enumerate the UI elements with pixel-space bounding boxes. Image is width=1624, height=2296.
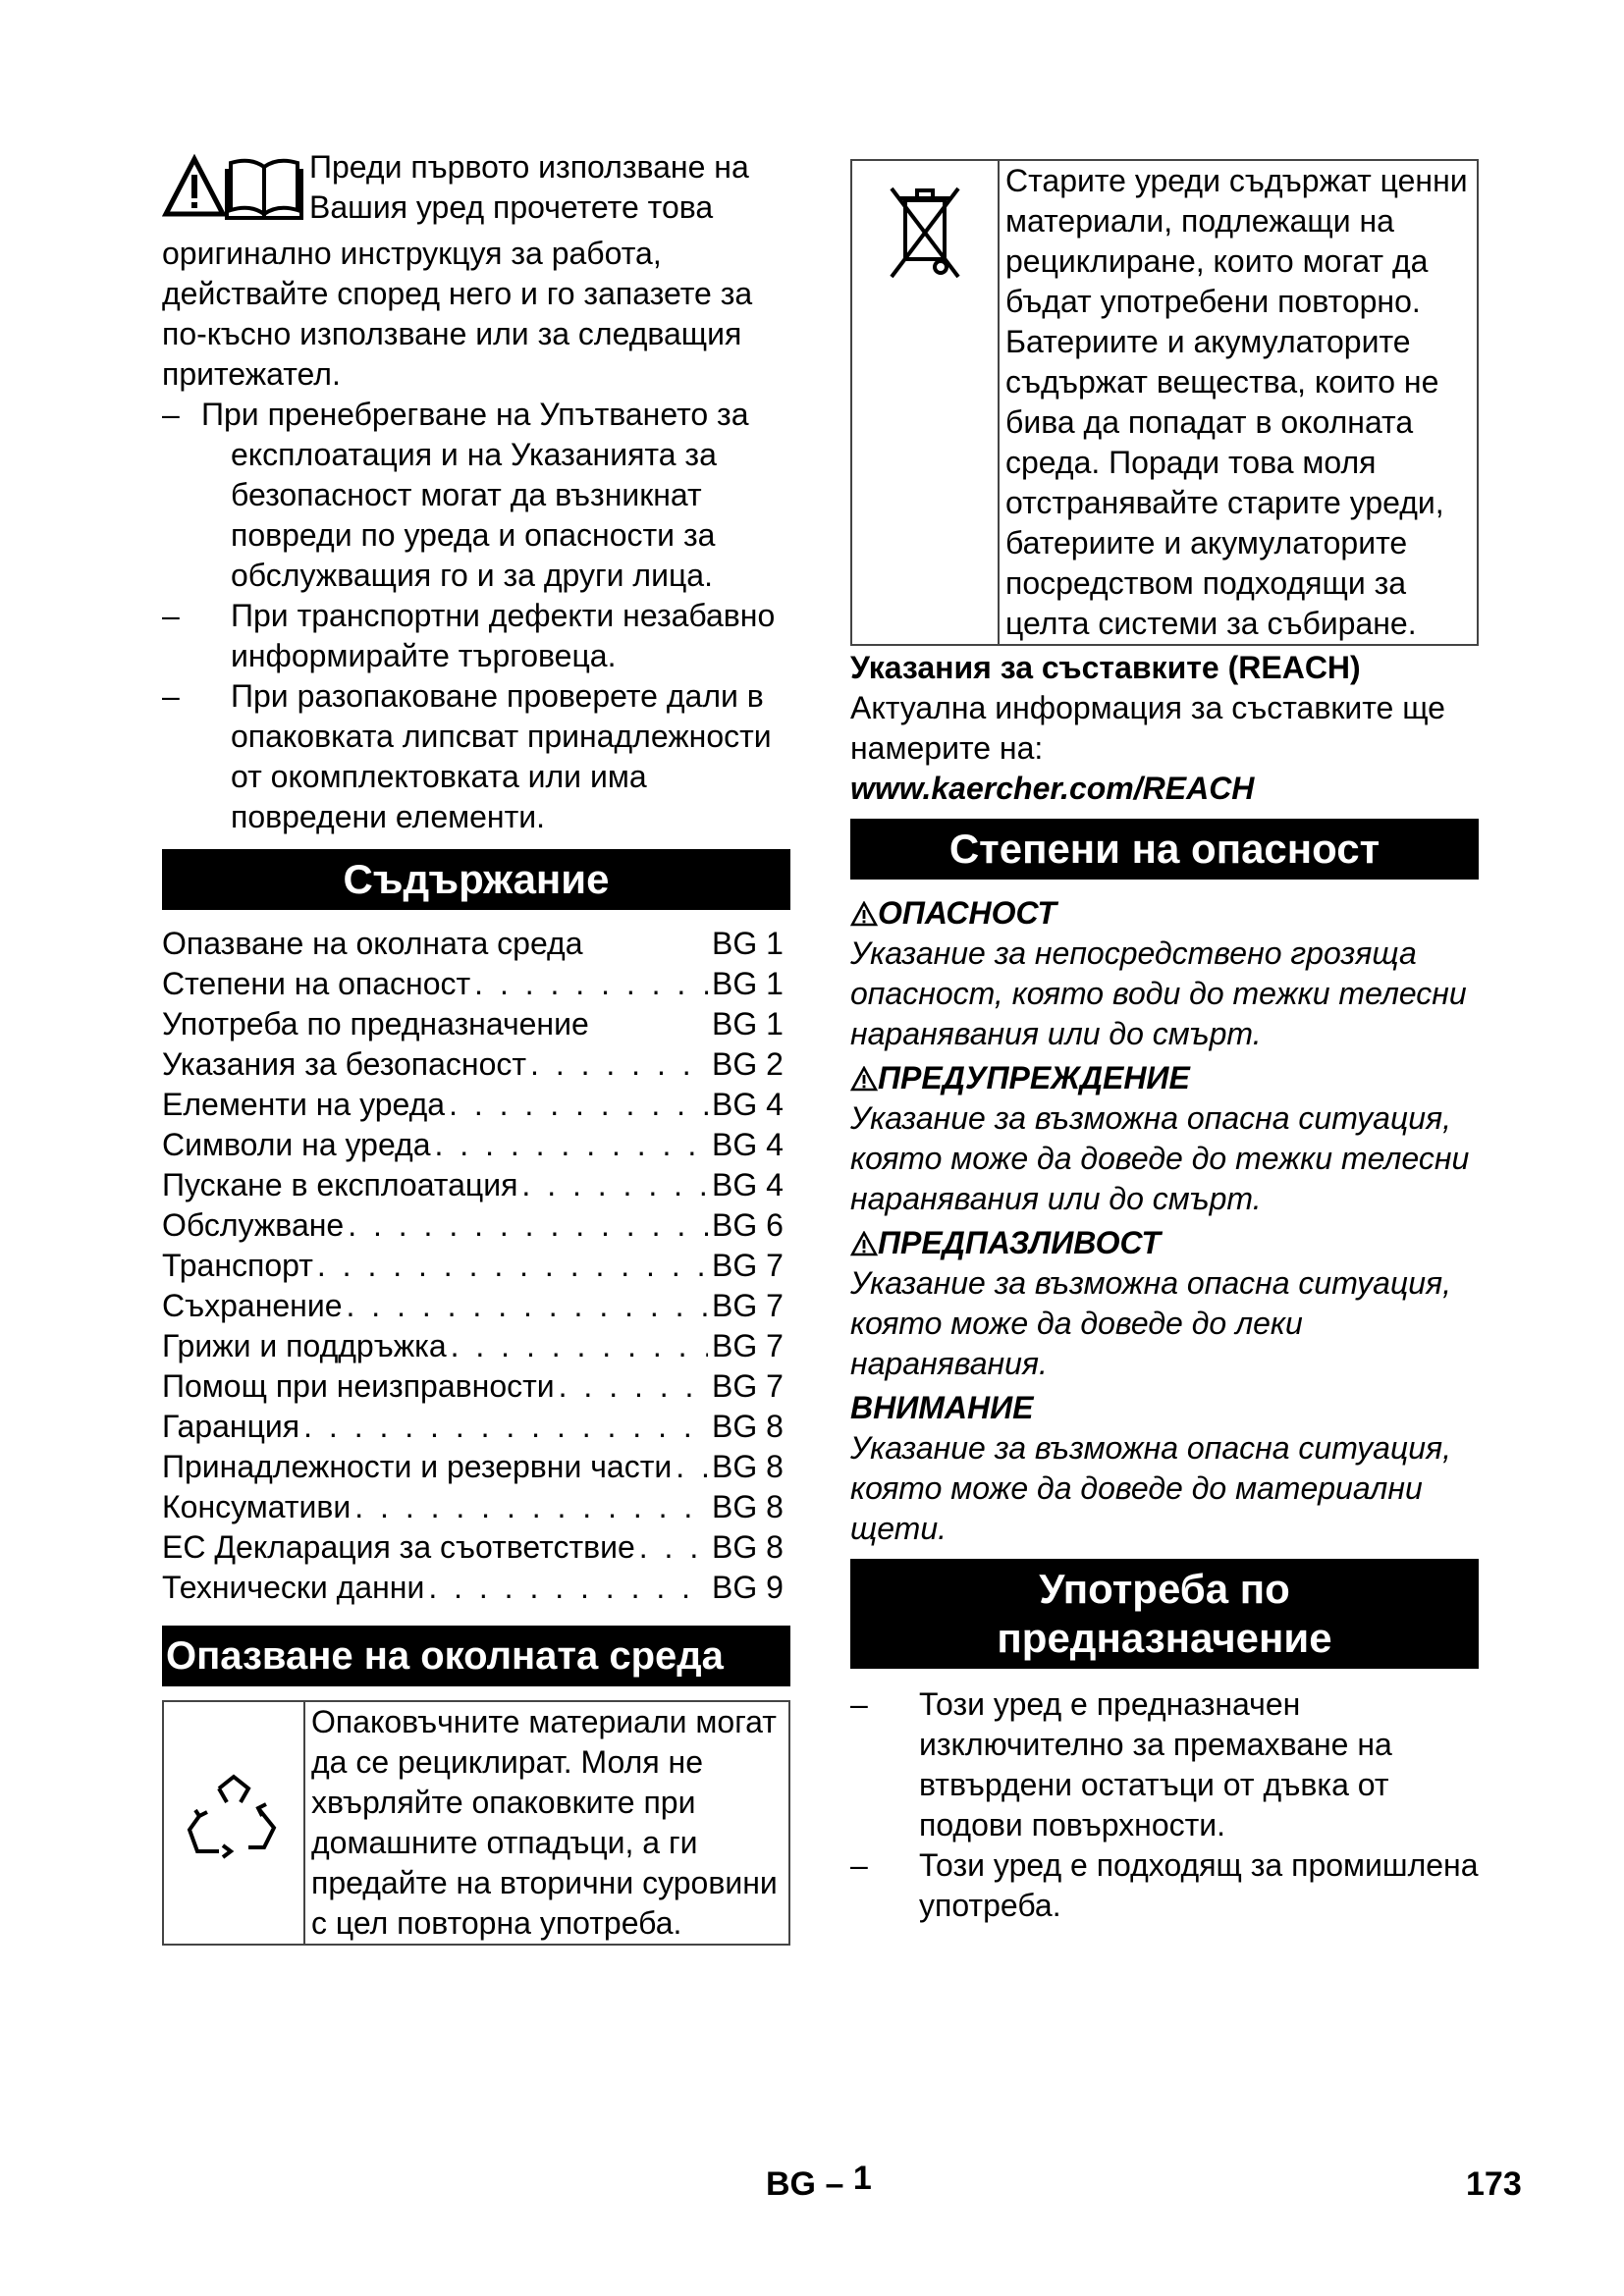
- packaging-text: Опаковъчните материали могат да се рециклират. Моля не хвърляйте опаковките при домашните отпадъци, а ги предайте на вторични суровини с цел повторна употреба.: [311, 1704, 778, 1941]
- hazards-heading: Степени на опасност: [850, 819, 1479, 880]
- toc-entry-title: Опазване на околната среда: [162, 924, 583, 964]
- list-item: – Този уред е подходящ за промишлена употреба.: [850, 1847, 1479, 1923]
- warning-triangle-icon: [850, 1066, 878, 1092]
- toc-entry-title: Символи на уреда: [162, 1125, 431, 1165]
- toc-entry-page: BG 4: [712, 1127, 784, 1162]
- toc-entry-page: BG 4: [712, 1167, 784, 1202]
- intended-use-heading-line-2: предназначение: [997, 1615, 1332, 1661]
- toc-entry[interactable]: [162, 1085, 790, 1125]
- old-devices-box: [850, 159, 1479, 646]
- toc-entry[interactable]: [162, 1246, 790, 1286]
- toc-leader: [347, 1286, 708, 1326]
- list-item: – При транспортни дефекти незабавно информирайте търговеца.: [162, 598, 776, 673]
- recycle-icon-cell: [164, 1702, 305, 1944]
- toc-entry[interactable]: [162, 1205, 790, 1246]
- toc-entry-title: Технически данни: [162, 1568, 424, 1608]
- toc-entry[interactable]: [162, 1165, 790, 1205]
- table-of-contents: [162, 924, 790, 1608]
- warning-triangle-icon: [850, 1231, 878, 1256]
- hazard-label: [850, 1223, 1479, 1263]
- toc-entry-title: Обслужване: [162, 1205, 344, 1246]
- toc-entry-page: BG 4: [712, 1087, 784, 1122]
- toc-entry[interactable]: [162, 1044, 790, 1085]
- toc-entry[interactable]: [162, 1366, 790, 1407]
- old-devices-text: Старите уреди съдържат ценни материали, подлежащи на рециклиране, които могат да бъдат употребени повторно. Батериите и акумулаторите съдържат вещества, които не бива да попадат в околната среда. Поради това моля отстранявайте старите уреди, батериите и акумулаторите посредством подходящи за целта системи за събиране.: [1005, 163, 1468, 641]
- toc-leader: [348, 1205, 708, 1246]
- toc-leader: [530, 1044, 708, 1085]
- toc-leader: [521, 1165, 708, 1205]
- toc-entry-page: BG 8: [712, 1529, 784, 1565]
- toc-entry-title: Помощ при неизправности: [162, 1366, 555, 1407]
- warning-manual-icons: [162, 153, 309, 234]
- toc-entry-page: BG 7: [712, 1368, 784, 1404]
- toc-entry[interactable]: [162, 1407, 790, 1447]
- intro-icons: [162, 153, 309, 234]
- warning-triangle-icon: [850, 901, 878, 927]
- toc-entry-title: Принадлежности и резервни части: [162, 1447, 672, 1487]
- list-item: – При пренебрегване на Упътването за експлоатация и на Указанията за безопасност могат да възникнат повреди по уреда и опасности за обслужващия го и за други лица.: [162, 397, 749, 593]
- toc-entry-page: BG 6: [712, 1207, 784, 1243]
- toc-entry[interactable]: [162, 1286, 790, 1326]
- toc-entry-title: Елементи на уреда: [162, 1085, 445, 1125]
- hazard-list: [850, 893, 1479, 1549]
- reach-title: Указания за съставките (REACH): [850, 650, 1361, 685]
- weee-icon-cell: [852, 161, 1000, 644]
- hazard-label: [850, 893, 1479, 934]
- toc-entry-page: BG 8: [712, 1449, 784, 1484]
- intro-line-1: Преди първото използване на: [309, 149, 749, 185]
- toc-entry-title: Транспорт: [162, 1246, 313, 1286]
- list-item: – При разопаковане проверете дали в опаковката липсват принадлежности от окомплектовката или има повредени елементи.: [162, 678, 772, 834]
- reach-text: Актуална информация за съставките ще намерите на:: [850, 690, 1445, 766]
- toc-entry-page: BG 1: [712, 966, 784, 1001]
- intro-text: оригинално инструкцуя за работа, действайте според него и го запазете за по-късно използване или за следващия притежател.: [162, 236, 753, 392]
- toc-leader: [676, 1447, 708, 1487]
- hazard-label: [850, 1058, 1479, 1098]
- toc-entry-title: Гаранция: [162, 1407, 299, 1447]
- toc-entry-page: BG 1: [712, 926, 784, 961]
- hazard-label: [850, 1388, 1479, 1428]
- toc-entry[interactable]: [162, 964, 790, 1004]
- toc-entry-title: ЕС Декларация за съответствие: [162, 1527, 635, 1568]
- intro: [162, 147, 790, 395]
- toc-entry-title: Грижи и поддръжка: [162, 1326, 447, 1366]
- toc-entry-page: BG 9: [712, 1570, 784, 1605]
- toc-entry[interactable]: [162, 1125, 790, 1165]
- left-column: [162, 147, 790, 1946]
- toc-entry-title: Указания за безопасност: [162, 1044, 526, 1085]
- toc-entry-title: Пускане в експлоатация: [162, 1165, 517, 1205]
- hazard-label-text: ОПАСНОСТ: [878, 895, 1056, 931]
- toc-entry[interactable]: [162, 1326, 790, 1366]
- hazard-label-text: ПРЕДУПРЕЖДЕНИЕ: [878, 1060, 1190, 1095]
- footer-section-label: BG – 1: [766, 2160, 872, 2203]
- environment-heading: Опазване на околната среда: [162, 1626, 790, 1686]
- toc-leader: [474, 964, 708, 1004]
- toc-entry-page: BG 1: [712, 1006, 784, 1041]
- page-number: 173: [1466, 2165, 1522, 2203]
- toc-leader: [451, 1326, 708, 1366]
- toc-leader: [428, 1568, 708, 1608]
- toc-heading: Съдържание: [162, 849, 790, 910]
- toc-entry-page: BG 8: [712, 1409, 784, 1444]
- intro-line-2: Вашия уред прочетете това: [309, 189, 714, 225]
- reach-link[interactable]: www.kaercher.com/REACH: [850, 771, 1255, 806]
- toc-leader: [639, 1527, 708, 1568]
- packaging-box: [162, 1700, 790, 1946]
- right-column: [850, 159, 1479, 1926]
- hazard-label-text: ПРЕДПАЗЛИВОСТ: [878, 1225, 1161, 1260]
- intended-use-heading-line-1: Употреба по: [1039, 1566, 1290, 1612]
- toc-entry-page: BG 7: [712, 1328, 784, 1363]
- toc-entry[interactable]: [162, 1527, 790, 1568]
- toc-entry-page: BG 7: [712, 1248, 784, 1283]
- toc-entry[interactable]: [162, 1447, 790, 1487]
- hazard-label-text: ВНИМАНИЕ: [850, 1390, 1034, 1425]
- list-item: – Този уред е предназначен изключително за премахване на втвърдени остатъци от дъвка от подови повърхности.: [850, 1686, 1392, 1842]
- toc-entry-title: Степени на опасност: [162, 964, 470, 1004]
- toc-entry[interactable]: [162, 1004, 790, 1044]
- intro-bullets: [162, 395, 790, 837]
- toc-entry-page: BG 7: [712, 1288, 784, 1323]
- book-icon: [227, 161, 301, 218]
- toc-entry-title: Съхранение: [162, 1286, 343, 1326]
- toc-entry-page: BG 2: [712, 1046, 784, 1082]
- toc-leader: [435, 1125, 708, 1165]
- toc-entry[interactable]: [162, 924, 790, 964]
- toc-entry-title: Употреба по предназначение: [162, 1004, 589, 1044]
- toc-entry-page: BG 8: [712, 1489, 784, 1524]
- hazard-text: Указание за възможна опасна ситуация, която може да доведе до тежки телесни наранявания или до смърт.: [850, 1100, 1470, 1216]
- toc-entry-title: Консумативи: [162, 1487, 351, 1527]
- hazard-text: Указание за възможна опасна ситуация, която може да доведе до леки наранявания.: [850, 1265, 1452, 1381]
- recycle-icon: [180, 1769, 288, 1877]
- toc-entry[interactable]: [162, 1568, 790, 1608]
- toc-leader: [303, 1407, 708, 1447]
- toc-leader: [449, 1085, 708, 1125]
- intended-use-heading: [850, 1559, 1479, 1669]
- toc-leader: [317, 1246, 708, 1286]
- toc-leader: [354, 1487, 708, 1527]
- hazard-text: Указание за непосредствено грозяща опасност, която води до тежки телесни наранявания или до смърт.: [850, 935, 1467, 1051]
- hazard-text: Указание за възможна опасна ситуация, която може да доведе до материални щети.: [850, 1430, 1452, 1546]
- intended-use-bullets: [850, 1684, 1479, 1926]
- toc-leader: [559, 1366, 708, 1407]
- crossed-bin-icon: [886, 179, 964, 296]
- toc-entry[interactable]: [162, 1487, 790, 1527]
